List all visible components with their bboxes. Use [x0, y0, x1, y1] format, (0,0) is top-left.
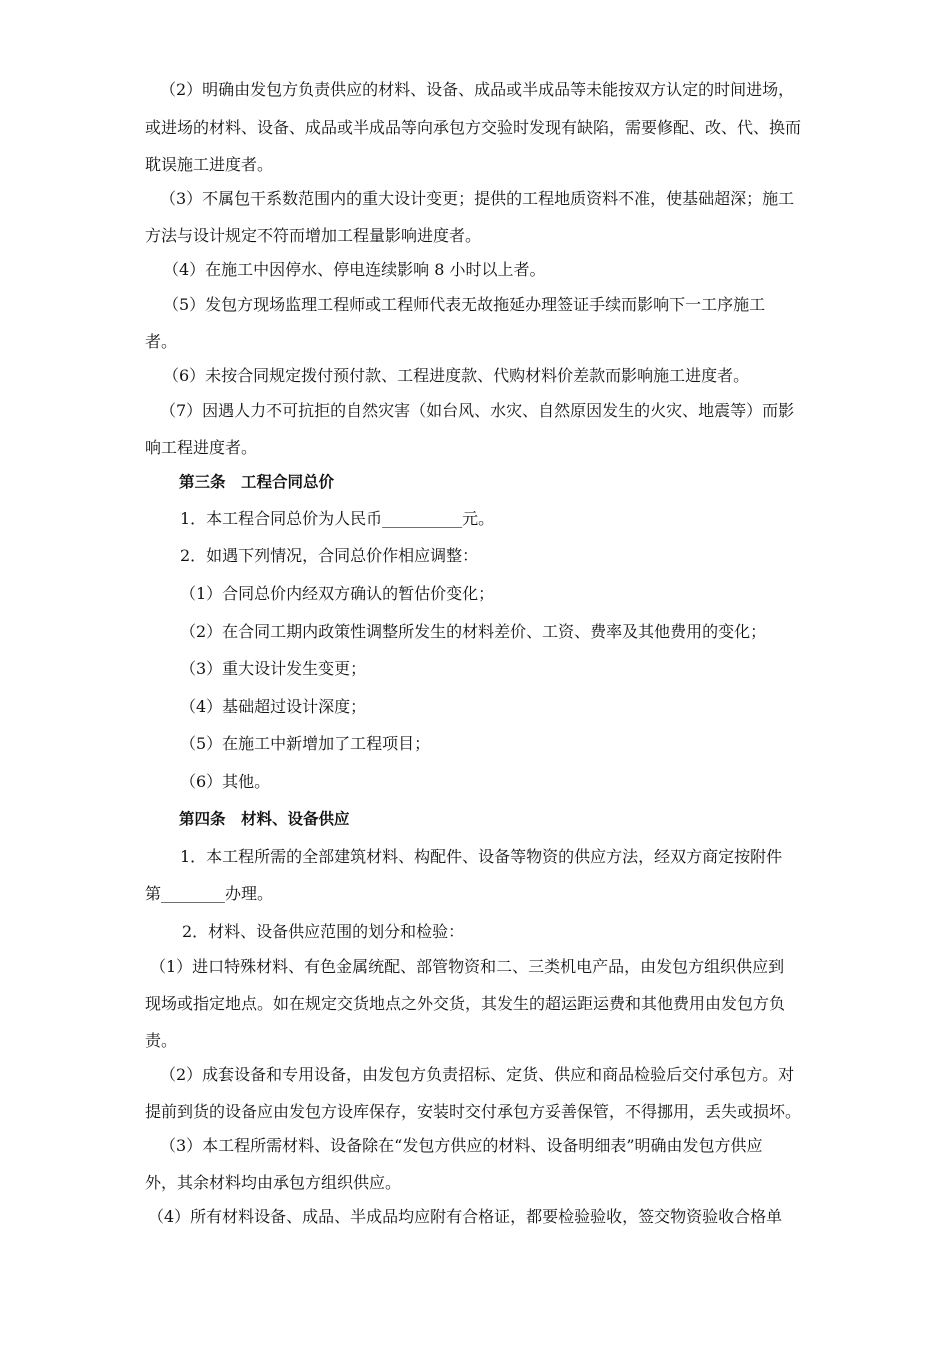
- paragraph-line: 耽误施工进度者。: [145, 155, 274, 174]
- paragraph-line: 提前到货的设备应由发包方设库保存，安装时交付承包方妥善保管，不得挪用，丢失或损坏。: [145, 1102, 802, 1121]
- list-item: （2）在合同工期内政策性调整所发生的材料差价、工资、费率及其他费用的变化；: [180, 622, 767, 641]
- section-heading-article-4: 第四条 材料、设备供应: [179, 810, 350, 828]
- paragraph-line: 现场或指定地点。如在规定交货地点之外交货，其发生的超运距运费和其他费用由发包方负: [145, 994, 786, 1013]
- paragraph-line: 2．材料、设备供应范围的划分和检验：: [182, 922, 465, 941]
- paragraph-line: 外，其余材料均由承包方组织供应。: [145, 1173, 402, 1192]
- paragraph-line: 2．如遇下列情况，合同总价作相应调整：: [180, 546, 479, 565]
- list-item: （6）其他。: [180, 772, 271, 791]
- paragraph-line: 方法与设计规定不符而增加工程量影响进度者。: [145, 226, 482, 245]
- paragraph-line: 者。: [145, 332, 178, 351]
- list-item: （3）重大设计发生变更；: [180, 659, 367, 678]
- paragraph-line: （2）成套设备和专用设备，由发包方负责招标、定货、供应和商品检验后交付承包方。对: [160, 1065, 795, 1084]
- list-item: （1）合同总价内经双方确认的暂估价变化；: [180, 584, 495, 603]
- paragraph-line: （4）所有材料设备、成品、半成品均应附有合格证，都要检验验收，签交物资验收合格单: [148, 1207, 783, 1226]
- paragraph-line: （2）明确由发包方负责供应的材料、设备、成品或半成品等未能按双方认定的时间进场，: [160, 80, 795, 99]
- paragraph-line: （6）未按合同规定拨付预付款、工程进度款、代购材料价差款而影响施工进度者。: [163, 366, 750, 385]
- paragraph-line: （3）本工程所需材料、设备除在“发包方供应的材料、设备明细表”明确由发包方供应: [160, 1136, 763, 1155]
- paragraph-line: （3）不属包干系数范围内的重大设计变更；提供的工程地质资料不准，使基础超深；施工: [160, 189, 795, 208]
- paragraph-line: （4）在施工中因停水、停电连续影响 8 小时以上者。: [163, 260, 546, 279]
- paragraph-line: （1）进口特殊材料、有色金属统配、部管物资和二、三类机电产品，由发包方组织供应到: [150, 957, 785, 976]
- paragraph-line: 责。: [145, 1031, 178, 1050]
- paragraph-line: 响工程进度者。: [145, 438, 258, 457]
- paragraph-line: （5）发包方现场监理工程师或工程师代表无故拖延办理签证手续而影响下一工序施工: [163, 295, 766, 314]
- paragraph-line: （7）因遇人力不可抗拒的自然灾害（如台风、水灾、自然原因发生的火灾、地震等）而影: [160, 401, 795, 420]
- paragraph-line: 或进场的材料、设备、成品或半成品等向承包方交验时发现有缺陷，需要修配、改、代、换而: [145, 118, 802, 137]
- list-item: （4）基础超过设计深度；: [180, 697, 367, 716]
- paragraph-line: 第________办理。: [145, 884, 274, 903]
- paragraph-line: 1．本工程合同总价为人民币__________元。: [180, 509, 495, 528]
- paragraph-line: 1．本工程所需的全部建筑材料、构配件、设备等物资的供应方法，经双方商定按附件: [180, 847, 783, 866]
- section-heading-article-3: 第三条 工程合同总价: [179, 473, 335, 491]
- list-item: （5）在施工中新增加了工程项目；: [180, 734, 431, 753]
